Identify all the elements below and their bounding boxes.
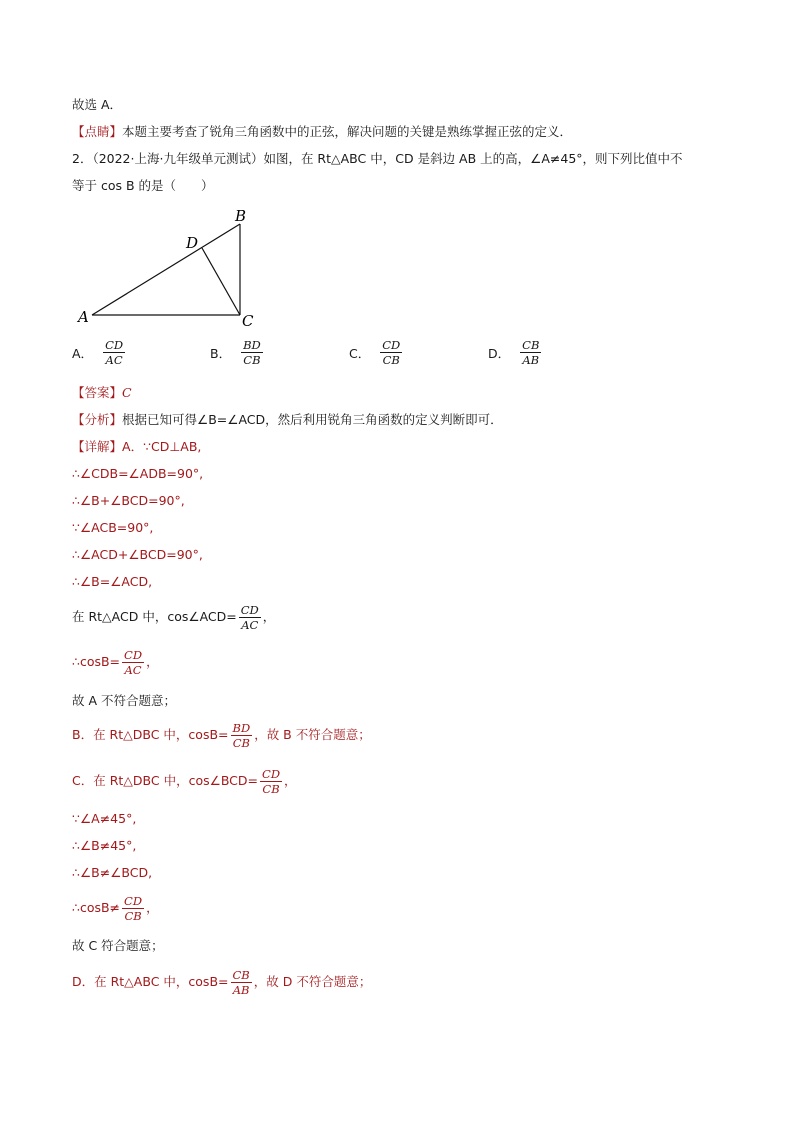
detail-line-2 [72,465,203,483]
detail-line-15 [72,891,159,925]
detail-line-3 [72,492,185,510]
detail-step-3: ∴∠B+∠BCD=90°, [72,493,185,508]
tip-tag: 【点睛】 [72,124,123,139]
detail-step-5: ∴∠ACD+∠BCD=90°, [72,547,203,562]
answer-tag: 【答案】 [72,385,123,400]
detail-step-7-text: 在 Rt△ACD 中，cos∠ACD= [72,609,237,624]
detail-line-14 [72,864,152,882]
detail-line-8 [72,645,159,679]
detail-line-6 [72,573,152,591]
option-d-fraction [520,338,541,367]
answer-options [72,338,592,372]
detail-step-17-tail: ，故 D 不符合题意； [253,974,372,989]
detail-line-7 [72,600,275,634]
option-b-label: B． [210,345,232,361]
detail-step-7-tail: ， [262,609,276,624]
detail-step-7-numerator: CD [240,603,259,617]
option-d[interactable] [488,338,543,367]
option-b-denominator: CB [243,353,261,367]
detail-step-7-denominator: AC [241,618,259,632]
option-c[interactable] [349,338,404,367]
detail-step-12: ∵∠A≠45°, [72,811,137,826]
detail-step-8-numerator: CD [124,648,143,662]
detail-step-8-denominator: AC [124,663,142,677]
detail-step-11-numerator: CD [262,767,281,781]
detail-step-1: A．∵CD⊥AB, [122,439,202,454]
option-d-denominator: AB [522,353,540,367]
vertex-b-label: B [235,207,247,225]
detail-step-17-numerator: CB [232,968,250,982]
option-a-numerator: CD [105,338,124,352]
detail-step-15-text: ∴cosB≠ [72,900,121,915]
option-b-numerator: BD [243,338,261,352]
detail-step-6: ∴∠B=∠ACD, [72,574,153,589]
detail-step-17-text: D．在 Rt△ABC 中，cosB= [72,974,229,989]
question-text-1: 2．（2022·上海·九年级单元测试）如图，在 Rt△ABC 中，CD 是斜边 AB 上的高，∠A≠45°，则下列比值中不 [72,151,683,166]
detail-step-11-tail: ， [284,773,297,788]
detail-line-1 [72,438,201,456]
tip-text: 本题主要考查了锐角三角函数中的正弦，解决问题的关键是熟练掌握正弦的定义． [122,124,573,139]
option-c-numerator: CD [382,338,401,352]
detail-step-10-fraction [231,721,253,750]
option-b-fraction [241,338,263,367]
detail-step-2: ∴∠CDB=∠ADB=90°, [72,466,204,481]
conclusion-text: 故选 A． [72,97,123,112]
detail-step-10-text: B．在 Rt△DBC 中，cosB= [72,727,229,742]
detail-step-16: 故 C 符合题意； [72,938,164,953]
option-a[interactable] [72,338,127,367]
detail-step-15-fraction [122,894,144,923]
vertex-a-label: A [78,308,89,326]
option-c-fraction [380,338,402,367]
detail-line-17 [72,965,371,999]
option-d-label: D． [488,345,511,361]
option-d-numerator: CB [522,338,540,352]
detail-step-17-denominator: AB [232,983,250,997]
detail-line-5 [72,546,203,564]
detail-step-4: ∵∠ACB=90°, [72,520,154,535]
analysis-line [72,411,503,429]
vertex-c-label: C [242,312,254,330]
option-a-denominator: AC [105,353,123,367]
detail-step-13: ∴∠B≠45°, [72,838,137,853]
altitude-cd [202,248,240,315]
detail-step-15-numerator: CD [124,894,143,908]
detail-step-7-fraction [239,603,261,632]
detail-line-13 [72,837,136,855]
detail-step-14: ∴∠B≠∠BCD, [72,865,153,880]
detail-line-11 [72,764,297,798]
point-d-label: D [186,234,199,252]
detail-step-8-fraction [122,648,144,677]
detail-line-16 [72,937,164,955]
question-text-2: 等于 cos B 的是（ ） [72,178,214,193]
detail-line-10 [72,718,371,752]
detail-step-10-tail: ，故 B 不符合题意； [254,727,371,742]
detail-line-4 [72,519,153,537]
analysis-text: 根据已知可得∠B=∠ACD，然后利用锐角三角函数的定义判断即可． [122,412,503,427]
triangle-figure [72,200,272,335]
answer-value: C [122,385,132,400]
side-ab [92,224,240,315]
tip-line [72,123,572,141]
detail-step-10-numerator: BD [232,721,251,735]
option-b[interactable] [210,338,265,367]
option-c-label: C． [349,345,371,361]
conclusion-line [72,96,122,114]
detail-step-11-denominator: CB [262,782,280,796]
detail-step-15-denominator: CB [124,909,142,923]
answer-line [72,384,132,402]
detail-step-11-fraction [260,767,282,796]
detail-step-15-tail: ， [146,900,159,915]
option-a-label: A． [72,345,94,361]
detail-step-17-fraction [231,968,252,997]
option-c-denominator: CB [382,353,400,367]
detail-line-12 [72,810,136,828]
detail-step-8-text: ∴cosB= [72,654,121,669]
option-a-fraction [103,338,125,367]
detail-step-8-tail: ， [146,654,159,669]
detail-step-11-text: C．在 Rt△DBC 中，cos∠BCD= [72,773,259,788]
analysis-tag: 【分析】 [72,412,123,427]
question-line-2 [72,177,214,195]
question-line-1 [72,150,683,168]
detail-line-9 [72,692,176,710]
detail-step-9: 故 A 不符合题意； [72,693,176,708]
detail-tag: 【详解】 [72,439,123,454]
detail-step-10-denominator: CB [232,736,250,750]
